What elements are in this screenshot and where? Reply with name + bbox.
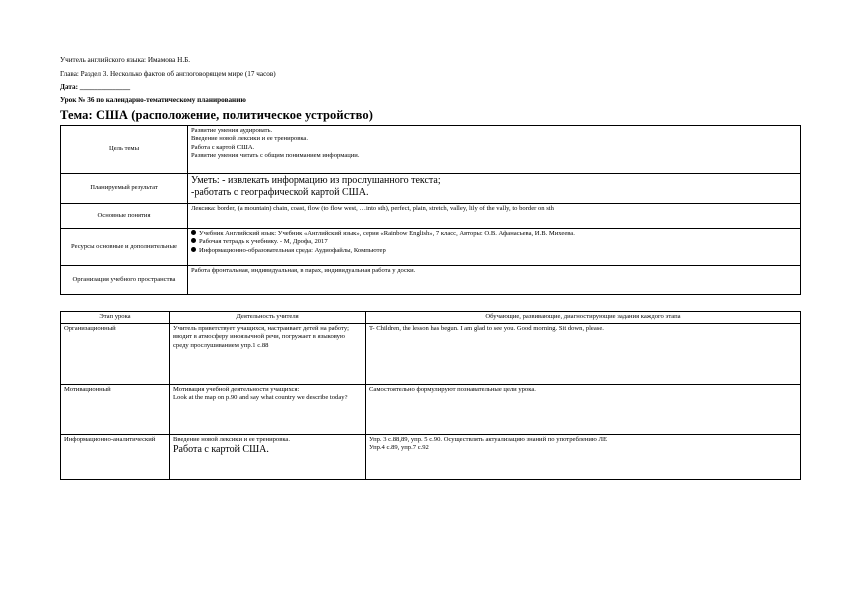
goal-row — [61, 126, 801, 174]
goal-line: Развитие умения аудировать. — [191, 127, 273, 134]
goal-line: Работа с картой США. — [191, 143, 255, 151]
teacher-activity — [170, 435, 366, 480]
goal-label: Цель темы — [61, 126, 188, 174]
result-content — [188, 174, 801, 204]
lesson-line: Урок № 36 по календарно-тематическому планированию — [60, 96, 246, 104]
tasks-column-header: Обучающие, развивающие, диагностирующие задания каждого этапа — [366, 312, 801, 324]
resource-item: Информационно-образовательная среда: Аудиофайлы, Компьютер — [191, 247, 797, 255]
teacher-line: Учитель английского языка: Имамова Н.Б. — [60, 56, 191, 64]
stage-name: Организационный — [61, 324, 170, 385]
resources-content — [188, 229, 801, 266]
goal-line: Развитие умения читать с общим пониманием информации. — [191, 152, 360, 160]
goal-content — [188, 126, 801, 174]
task-line: T- Children, the lesson has begun. I am glad to see you. Good morning. Sit down, please. — [369, 325, 604, 332]
lesson-stages-table — [60, 311, 801, 480]
concepts-label: Основные понятия — [61, 204, 188, 229]
teacher-line: Look at the map on p.90 and say what country we describe today? — [173, 394, 348, 402]
concepts-row — [61, 204, 801, 229]
teacher-line: Введение новой лексики и ее тренировка. — [173, 436, 290, 443]
teacher-line: Мотивация учебной деятельности учащихся: — [173, 386, 300, 393]
space-label: Организация учебного пространства — [61, 266, 188, 295]
concepts-content: Лексика: border, (a mountain) chain, coast, flow (to flow west, …into sth), perfect, plain, stretch, valley, lily of the vally, to border on sth — [188, 204, 801, 229]
task-line: Самостоятельно формулируют познавательные цели урока. — [369, 386, 536, 393]
stage-name: Мотивационный — [61, 385, 170, 435]
resource-item: Учебник Английский язык: Учебник «Английский язык», серия «Rainbow English», 7 класс, Авторы: О.В. Афанасьева, И.В. Михеева. — [191, 230, 797, 238]
table-row — [61, 385, 801, 435]
table-row — [61, 324, 801, 385]
stage-tasks — [366, 385, 801, 435]
page-title: Тема: США (расположение, политическое устройство) — [60, 108, 373, 122]
result-line: -работать с географической картой США. — [191, 186, 369, 198]
stage-name: Информационно-аналитический — [61, 435, 170, 480]
stage-tasks — [366, 324, 801, 385]
bullet-icon — [191, 230, 196, 235]
stage-tasks — [366, 435, 801, 480]
resource-item: Рабочая тетрадь к учебнику. - М, Дрофа, 2017 — [191, 238, 797, 246]
teacher-column-header: Деятельность учителя — [170, 312, 366, 324]
task-line: Упр. 3 с.88,89, упр. 5 с.90. Осуществлять актуализацию знаний по употреблению ЛЕ — [369, 436, 607, 443]
lesson-info-table — [60, 125, 801, 295]
resources-label: Ресурсы основные и дополнительные — [61, 229, 188, 266]
space-row — [61, 266, 801, 295]
result-label: Планируемый результат — [61, 174, 188, 204]
bullet-icon — [191, 247, 196, 252]
result-row — [61, 174, 801, 204]
bullet-icon — [191, 238, 196, 243]
goal-line: Введение новой лексики и ее тренировка. — [191, 135, 308, 143]
table-row — [61, 435, 801, 480]
resources-row — [61, 229, 801, 266]
stages-header-row — [61, 312, 801, 324]
task-line: Упр.4 с.89, упр.7 с.92 — [369, 444, 429, 452]
teacher-activity: Учитель приветствует учащихся, настраивает детей на работу; вводит в атмосферу иноязычной речи, погружает в языковую среду прослушиванием упр.1 с.88 — [170, 324, 366, 385]
teacher-line: Работа с картой США. — [173, 444, 269, 456]
result-line: Уметь: - извлекать информацию из прослушанного текста; — [191, 175, 441, 186]
teacher-activity — [170, 385, 366, 435]
date-line: Дата: ______________ — [60, 83, 131, 91]
space-content: Работа фронтальная, индивидуальная, в парах, индивидуальная работа у доски. — [188, 266, 801, 295]
stage-column-header: Этап урока — [61, 312, 170, 324]
chapter-line: Глава: Раздел 3. Несколько фактов об англоговорящем мире (17 часов) — [60, 70, 276, 78]
